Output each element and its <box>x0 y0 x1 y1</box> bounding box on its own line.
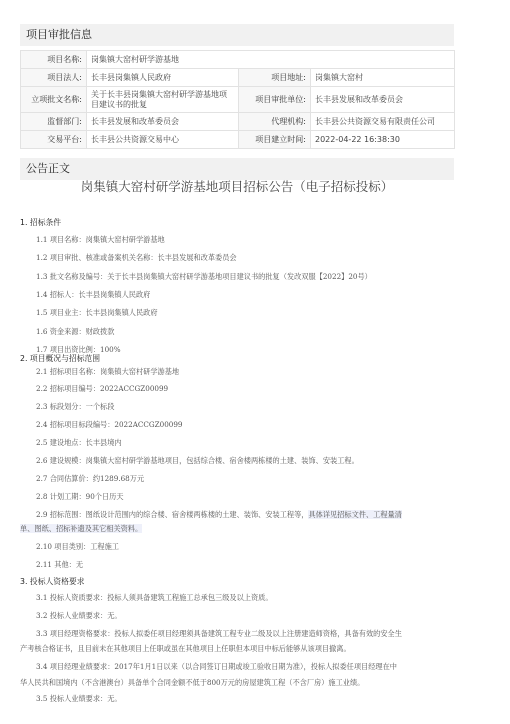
clause-line: 3.5 投标人业绩要求：无。 <box>36 694 122 703</box>
approval-unit-label: 项目审批单位: <box>239 87 311 113</box>
approval-doc-label: 立项批文名称: <box>21 87 87 113</box>
legal-person-label: 项目法人: <box>21 69 87 87</box>
clause-line: 1.4 招标人：长丰县岗集镇人民政府 <box>36 290 151 299</box>
clause-line: 3.3 项目经理资格要求：投标人拟委任项目经理须具备建筑工程专业二级及以上注册建造师资格，具备有效的安全生 <box>36 629 402 638</box>
approval-unit-value: 长丰县发展和改革委员会 <box>311 87 455 113</box>
clause-continuation <box>20 524 142 534</box>
project-name-label: 项目名称: <box>21 51 87 69</box>
platform-value: 长丰县公共资源交易中心 <box>87 131 239 149</box>
clause-line: 2.7 合同估算价：约1289.68万元 <box>36 474 145 483</box>
supervisor-label: 监督部门: <box>21 113 87 131</box>
clause-line: 2.6 建设规模：岗集镇大窑村研学游基地项目，包括综合楼、宿舍楼两栋楼的土建、装饰、安装工程。 <box>36 456 359 465</box>
notice-body-header: 公告正文 <box>20 158 454 180</box>
clause-line: 1.7 项目出资比例：100% <box>36 345 121 354</box>
agent-value: 长丰县公共资源交易有限责任公司 <box>311 113 455 131</box>
clause-line: 1.3 批文名称及编号：关于长丰县岗集镇大窑村研学游基地项目建议书的批复（发改双服【2022】20号） <box>36 272 372 281</box>
clause-line: 1.1 项目名称：岗集镇大窑村研学游基地 <box>36 235 165 244</box>
agent-label: 代理机构: <box>239 113 311 131</box>
address-label: 项目地址: <box>239 69 311 87</box>
highlighted-text: 单、图纸、招标补遗及其它相关资料。 <box>20 524 143 533</box>
section-heading: 2. 项目概况与招标范围 <box>20 354 101 363</box>
section-heading: 1. 招标条件 <box>20 218 62 227</box>
clause-line: 2.1 招标项目名称：岗集镇大窑村研学游基地 <box>36 367 180 376</box>
clause-line: 2.4 招标项目标段编号：2022ACCGZ00099 <box>36 420 183 429</box>
clause-line: 2.3 标段划分：一个标段 <box>36 402 115 411</box>
legal-person-value: 长丰县岗集镇人民政府 <box>87 69 239 87</box>
clause-continuation: 华人民共和国境内（不含港澳台）具备单个合同金额不低于800万元的房屋建筑工程（不含厂房）施工业绩。 <box>20 678 365 687</box>
clause-line: 1.6 资金来源：财政拨款 <box>36 327 115 336</box>
notice-title: 岗集镇大窑村研学游基地项目招标公告（电子招标投标） <box>80 179 394 194</box>
clause-line: 2.2 招标项目编号：2022ACCGZ00099 <box>36 384 169 393</box>
clause-text: 2.9 招标范围：图纸设计范围内的综合楼、宿舍楼两栋楼的土建、装饰、安装工程等， <box>36 510 309 519</box>
platform-label: 交易平台: <box>21 131 87 149</box>
clause-line <box>36 510 402 520</box>
approval-doc-value: 关于长丰县岗集镇大窑村研学游基地项目建议书的批复 <box>87 87 239 113</box>
clause-line: 2.8 计划工期：90个日历天 <box>36 492 124 501</box>
clause-line: 1.5 项目业主：长丰县岗集镇人民政府 <box>36 308 158 317</box>
clause-line: 3.1 投标人资质要求：投标人须具备建筑工程施工总承包三级及以上资质。 <box>36 593 273 602</box>
clause-line: 3.4 项目经理业绩要求：2017年1月1日以来（以合同签订日期或竣工验收日期为准），投标人拟委任项目经理在中 <box>36 662 397 671</box>
section-heading: 3. 投标人资格要求 <box>20 577 85 586</box>
clause-line: 2.10 项目类别：工程施工 <box>36 542 119 551</box>
supervisor-value: 长丰县发展和改革委员会 <box>87 113 239 131</box>
created-label: 项目建立时间: <box>239 131 311 149</box>
address-value: 岗集镇大窑村 <box>311 69 455 87</box>
highlighted-text: 具体详见招标文件、工程量清 <box>308 510 402 519</box>
clause-line: 2.5 建设地点：长丰县境内 <box>36 438 122 447</box>
created-value: 2022-04-22 16:38:30 <box>311 131 455 149</box>
approval-info-header: 项目审批信息 <box>20 24 454 46</box>
clause-line: 2.11 其他：无 <box>36 560 84 569</box>
project-name-value: 岗集镇大窑村研学游基地 <box>87 51 455 69</box>
clause-line: 3.2 投标人业绩要求：无。 <box>36 611 122 620</box>
clause-line: 1.2 项目审批、核准或备案机关名称：长丰县发展和改革委员会 <box>36 253 237 262</box>
approval-info-table <box>20 50 455 149</box>
clause-continuation: 产考核合格证书，且目前未在其他项目上任职或虽在其他项目上任职但本项目中标后能够从该项目撤离。 <box>20 644 351 653</box>
